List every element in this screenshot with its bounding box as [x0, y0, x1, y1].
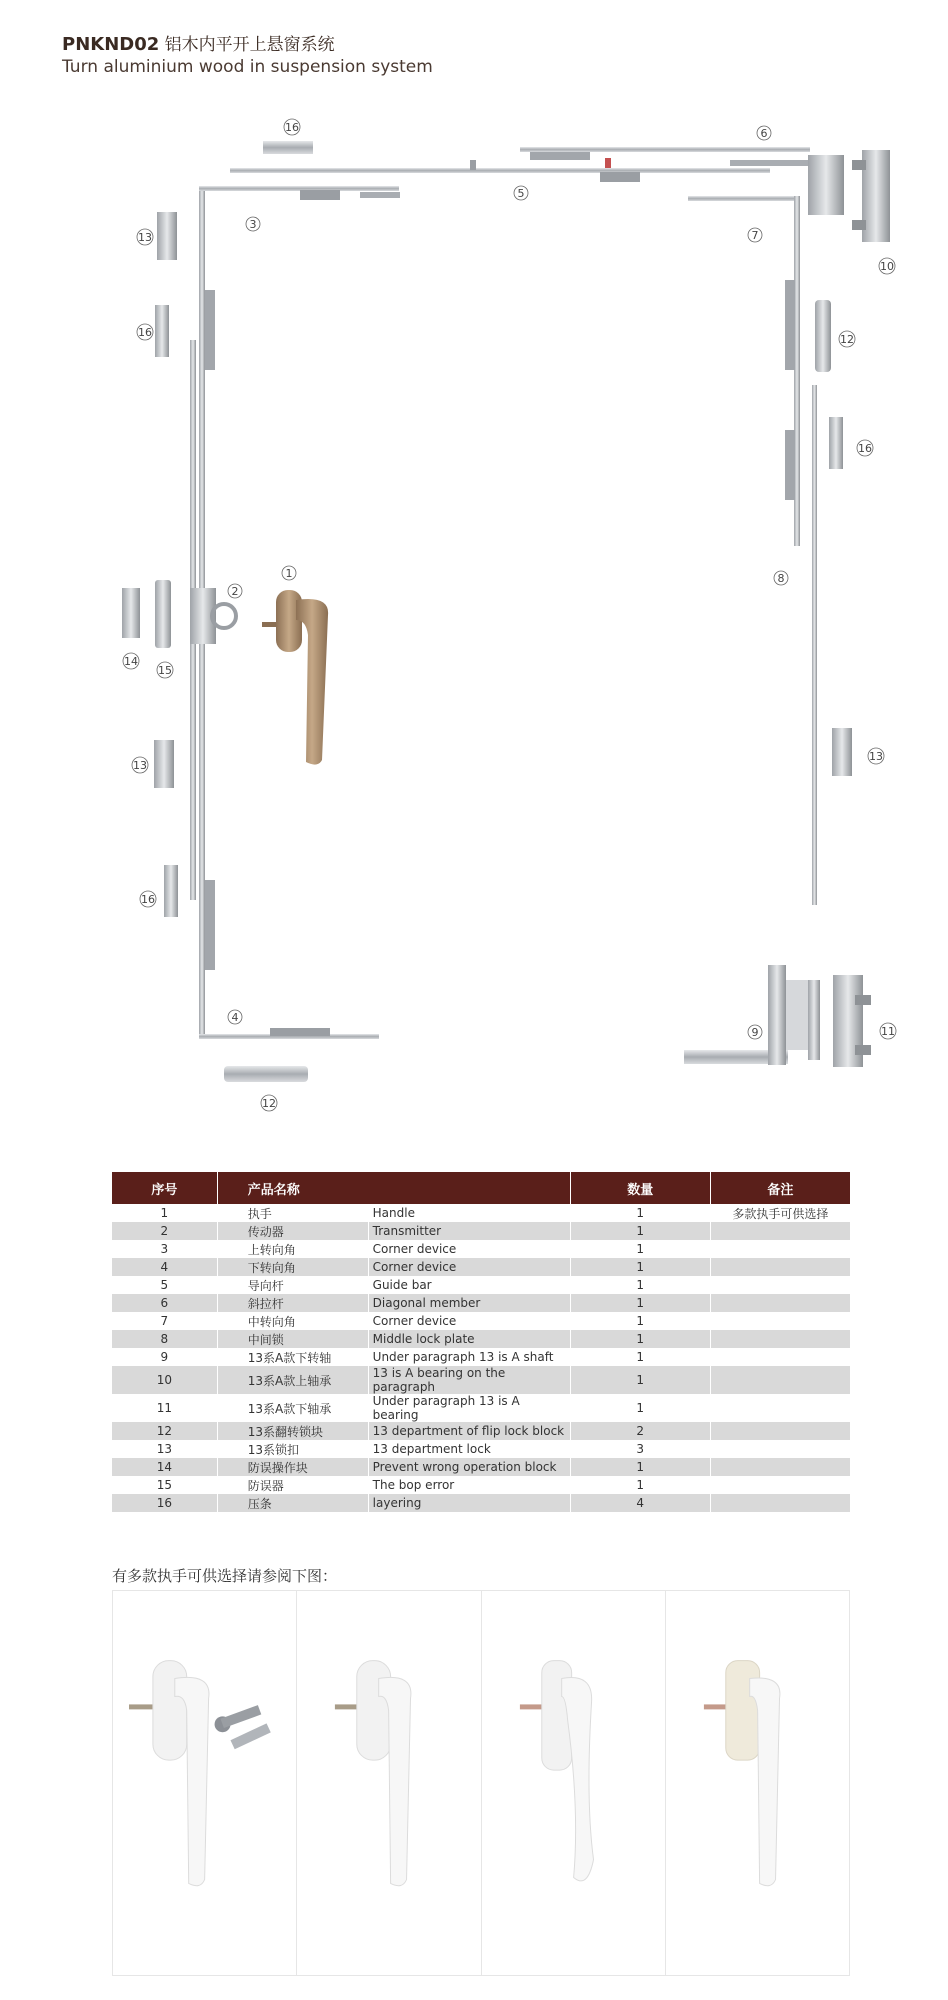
row-name-cn: 上转向角	[217, 1240, 368, 1258]
row-qty: 2	[570, 1422, 710, 1440]
row-qty: 1	[570, 1204, 710, 1222]
row-note	[710, 1312, 850, 1330]
header-qty: 数量	[570, 1172, 710, 1204]
handles-caption: 有多款执手可供选择请参阅下图：	[112, 1567, 338, 1585]
row-note	[710, 1240, 850, 1258]
row-name-en: 13 department of flip lock block	[368, 1422, 570, 1440]
transmitter-2	[190, 588, 236, 644]
row-note	[710, 1348, 850, 1366]
row-qty: 4	[570, 1494, 710, 1512]
callout-13b	[132, 757, 148, 773]
svg-text:2: 2	[231, 585, 239, 598]
row-no: 8	[112, 1330, 217, 1348]
row-qty: 1	[570, 1348, 710, 1366]
row-note	[710, 1294, 850, 1312]
svg-text:9: 9	[751, 1026, 759, 1039]
row-qty: 1	[570, 1294, 710, 1312]
svg-text:1: 1	[285, 567, 293, 580]
handle-options	[112, 1590, 850, 1976]
row-no: 2	[112, 1222, 217, 1240]
row-qty: 1	[570, 1330, 710, 1348]
table-row	[112, 1494, 850, 1512]
table-row	[112, 1330, 850, 1348]
table-row	[112, 1394, 850, 1422]
table-row	[112, 1294, 850, 1312]
title-block	[62, 30, 433, 77]
row-name-cn: 斜拉杆	[217, 1294, 368, 1312]
row-name-en: The bop error	[368, 1476, 570, 1494]
callout-16c	[140, 891, 156, 907]
callout-15	[157, 662, 173, 678]
table-row	[112, 1222, 850, 1240]
row-name-cn: 防误器	[217, 1476, 368, 1494]
svg-text:8: 8	[777, 572, 785, 585]
handle-curved-icon	[482, 1591, 665, 1975]
callout-1	[282, 566, 296, 580]
handle-square-icon	[666, 1591, 849, 1975]
row-no: 1	[112, 1204, 217, 1222]
row-qty: 1	[570, 1394, 710, 1422]
row-name-cn: 13系翻转锁块	[217, 1422, 368, 1440]
right-rod	[688, 196, 817, 905]
table-row	[112, 1258, 850, 1276]
parts-9-11	[684, 965, 871, 1067]
row-no: 7	[112, 1312, 217, 1330]
row-note	[710, 1366, 850, 1394]
row-name-en: Guide bar	[368, 1276, 570, 1294]
callout-6	[757, 126, 771, 140]
row-name-en: Handle	[368, 1204, 570, 1222]
callout-11	[880, 1023, 896, 1039]
row-name-en: Prevent wrong operation block	[368, 1458, 570, 1476]
callout-9	[748, 1025, 762, 1039]
row-note	[710, 1276, 850, 1294]
row-note: 多款执手可供选择	[710, 1204, 850, 1222]
callout-5	[514, 186, 528, 200]
row-note	[710, 1458, 850, 1476]
row-name-en: Corner device	[368, 1240, 570, 1258]
callout-4	[228, 1010, 242, 1024]
table-row	[112, 1348, 850, 1366]
row-note	[710, 1222, 850, 1240]
row-qty: 1	[570, 1366, 710, 1394]
table-row	[112, 1422, 850, 1440]
row-name-cn: 防误操作块	[217, 1458, 368, 1476]
bronze-handle-1	[262, 590, 328, 765]
table-row	[112, 1204, 850, 1222]
row-note	[710, 1440, 850, 1458]
row-name-en: Under paragraph 13 is A bearing	[368, 1394, 570, 1422]
callout-13c	[868, 748, 884, 764]
svg-text:13: 13	[133, 759, 147, 772]
table-row	[112, 1458, 850, 1476]
row-name-en: Under paragraph 13 is A shaft	[368, 1348, 570, 1366]
callout-13a	[137, 229, 153, 245]
diagonal-member	[520, 147, 810, 168]
title-line-cn	[62, 30, 433, 55]
row-no: 3	[112, 1240, 217, 1258]
svg-text:10: 10	[880, 260, 894, 273]
table-row	[112, 1276, 850, 1294]
blocks-14-15	[122, 580, 171, 648]
row-name-cn: 传动器	[217, 1222, 368, 1240]
callout-2	[228, 584, 242, 598]
product-title-cn: 铝木内平开上悬窗系统	[164, 35, 335, 55]
callout-10	[879, 258, 895, 274]
callout-16b	[137, 324, 153, 340]
row-qty: 1	[570, 1258, 710, 1276]
row-qty: 1	[570, 1476, 710, 1494]
handle-option-standard	[297, 1591, 481, 1975]
row-note	[710, 1258, 850, 1276]
svg-text:12: 12	[262, 1097, 276, 1110]
row-name-cn: 13系A款下轴承	[217, 1394, 368, 1422]
header-name: 产品名称	[217, 1172, 570, 1204]
row-name-cn: 执手	[217, 1204, 368, 1222]
handle-standard-icon	[297, 1591, 480, 1975]
row-qty: 1	[570, 1222, 710, 1240]
row-name-en: Corner device	[368, 1312, 570, 1330]
callout-12a	[839, 331, 855, 347]
table-row	[112, 1476, 850, 1494]
row-name-cn: 中转向角	[217, 1312, 368, 1330]
row-name-cn: 13系A款下转轴	[217, 1348, 368, 1366]
parts-table	[112, 1172, 850, 1512]
row-name-cn: 导向杆	[217, 1276, 368, 1294]
row-qty: 1	[570, 1312, 710, 1330]
table-row	[112, 1440, 850, 1458]
table-header-row	[112, 1172, 850, 1204]
row-no: 16	[112, 1494, 217, 1512]
row-name-en: Diagonal member	[368, 1294, 570, 1312]
callout-3	[246, 217, 260, 231]
row-qty: 1	[570, 1458, 710, 1476]
row-note	[710, 1330, 850, 1348]
row-no: 11	[112, 1394, 217, 1422]
callout-14	[123, 653, 139, 669]
row-no: 9	[112, 1348, 217, 1366]
row-name-cn: 下转向角	[217, 1258, 368, 1276]
svg-text:15: 15	[158, 664, 172, 677]
svg-text:7: 7	[751, 229, 759, 242]
row-name-cn: 13系A款上轴承	[217, 1366, 368, 1394]
row-no: 14	[112, 1458, 217, 1476]
row-name-en: Transmitter	[368, 1222, 570, 1240]
row-no: 5	[112, 1276, 217, 1294]
row-qty: 1	[570, 1240, 710, 1258]
svg-text:5: 5	[517, 187, 525, 200]
product-code: PNKND02	[62, 34, 160, 55]
row-name-cn: 中间锁	[217, 1330, 368, 1348]
keeper-plates-16	[155, 141, 843, 917]
lock-catches-13	[154, 212, 852, 788]
row-name-cn: 压条	[217, 1494, 368, 1512]
row-no: 4	[112, 1258, 217, 1276]
header-note: 备注	[710, 1172, 850, 1204]
row-note	[710, 1494, 850, 1512]
svg-text:12: 12	[840, 333, 854, 346]
callout-12b	[261, 1095, 277, 1111]
row-name-en: 13 department lock	[368, 1440, 570, 1458]
row-note	[710, 1422, 850, 1440]
row-no: 6	[112, 1294, 217, 1312]
svg-text:13: 13	[138, 231, 152, 244]
row-no: 12	[112, 1422, 217, 1440]
top-bearing-10	[808, 150, 890, 242]
row-name-en: Corner device	[368, 1258, 570, 1276]
row-name-en: Middle lock plate	[368, 1330, 570, 1348]
row-qty: 3	[570, 1440, 710, 1458]
table-row	[112, 1240, 850, 1258]
row-no: 13	[112, 1440, 217, 1458]
top-guide-bar	[230, 160, 770, 182]
callout-16a	[284, 119, 300, 135]
row-no: 10	[112, 1366, 217, 1394]
handle-option-keyed	[113, 1591, 297, 1975]
table-row	[112, 1366, 850, 1394]
svg-text:11: 11	[881, 1025, 895, 1038]
product-title-en: Turn aluminium wood in suspension system	[62, 57, 433, 77]
header-no: 序号	[112, 1172, 217, 1204]
svg-text:3: 3	[249, 218, 257, 231]
table-row	[112, 1312, 850, 1330]
callout-8	[774, 571, 788, 585]
row-note	[710, 1476, 850, 1494]
row-note	[710, 1394, 850, 1422]
handle-option-curved	[482, 1591, 666, 1975]
handle-with-key-icon	[113, 1591, 296, 1975]
hardware-diagram	[0, 100, 948, 1120]
svg-text:6: 6	[760, 127, 768, 140]
svg-text:16: 16	[141, 893, 155, 906]
svg-text:13: 13	[869, 750, 883, 763]
callout-16d	[857, 440, 873, 456]
row-name-cn: 13系锁扣	[217, 1440, 368, 1458]
callout-7	[748, 228, 762, 242]
svg-text:4: 4	[231, 1011, 239, 1024]
svg-text:14: 14	[124, 655, 138, 668]
row-name-en: layering	[368, 1494, 570, 1512]
handle-option-square	[666, 1591, 849, 1975]
svg-text:16: 16	[858, 442, 872, 455]
row-qty: 1	[570, 1276, 710, 1294]
row-no: 15	[112, 1476, 217, 1494]
svg-text:16: 16	[285, 121, 299, 134]
row-name-en: 13 is A bearing on the paragraph	[368, 1366, 570, 1394]
svg-text:16: 16	[138, 326, 152, 339]
